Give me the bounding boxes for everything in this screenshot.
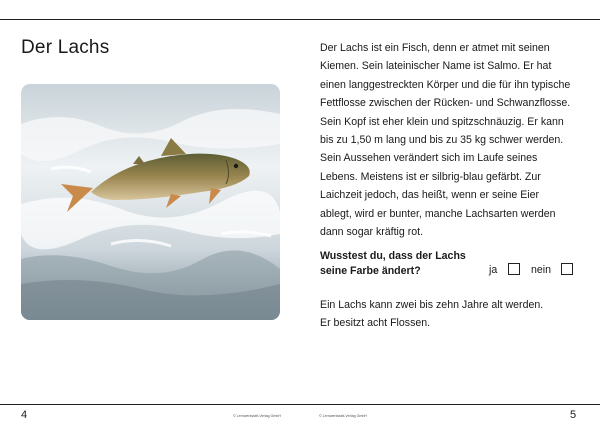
text-line: bis zu 1,50 m lang und bis zu 35 kg schwer werden. <box>320 134 564 147</box>
fact-block <box>320 296 543 333</box>
fact-line: Er besitzt acht Flossen. <box>320 317 431 330</box>
text-line: Sein Aussehen verändert sich im Laufe seines <box>320 152 538 165</box>
text-line: Laichzeit jedoch, das heißt, wenn er seine Eier <box>320 189 540 202</box>
question-line: seine Farbe ändert? <box>320 265 421 277</box>
top-rule <box>0 19 600 20</box>
salmon-illustration <box>21 84 280 320</box>
copyright-left: © Lernwerkstatt-Verlag GmbH <box>233 414 281 418</box>
quiz-question <box>320 249 466 279</box>
answer-yes-checkbox[interactable] <box>508 263 520 275</box>
answer-no-checkbox[interactable] <box>561 263 573 275</box>
text-line: Lebens. Meistens ist er silbrig-blau gefärbt. Zur <box>320 170 541 183</box>
text-line: Kiemen. Sein lateinischer Name ist Salmo. Er hat <box>320 60 552 73</box>
text-line: Der Lachs ist ein Fisch, denn er atmet mit seinen <box>320 42 550 54</box>
salmon-photo <box>21 84 280 320</box>
page-title: Der Lachs <box>21 37 110 58</box>
description-paragraph <box>320 39 585 241</box>
page-number-left: 4 <box>21 409 28 421</box>
text-line: einen langgestreckten Körper und die für ihn typische <box>320 78 571 91</box>
answer-no-label: nein <box>531 264 552 276</box>
bottom-rule <box>0 404 600 405</box>
copyright-right: © Lernwerkstatt-Verlag GmbH <box>319 414 367 418</box>
text-line: ablegt, wird er bunter, manche Lachsarten werden <box>320 207 556 220</box>
fact-line: Ein Lachs kann zwei bis zehn Jahre alt werden. <box>320 299 544 311</box>
page-number-right: 5 <box>570 409 577 421</box>
question-line: Wusstest du, dass der Lachs <box>320 250 466 262</box>
answer-yes-label: ja <box>489 264 498 276</box>
text-line: dann sogar kräftig rot. <box>320 226 424 239</box>
text-line: Sein Kopf ist eher klein und spitzschnäuzig. Er kann <box>320 115 564 128</box>
text-line: Fettflosse zwischen der Rücken- und Schwanzflosse. <box>320 97 571 110</box>
